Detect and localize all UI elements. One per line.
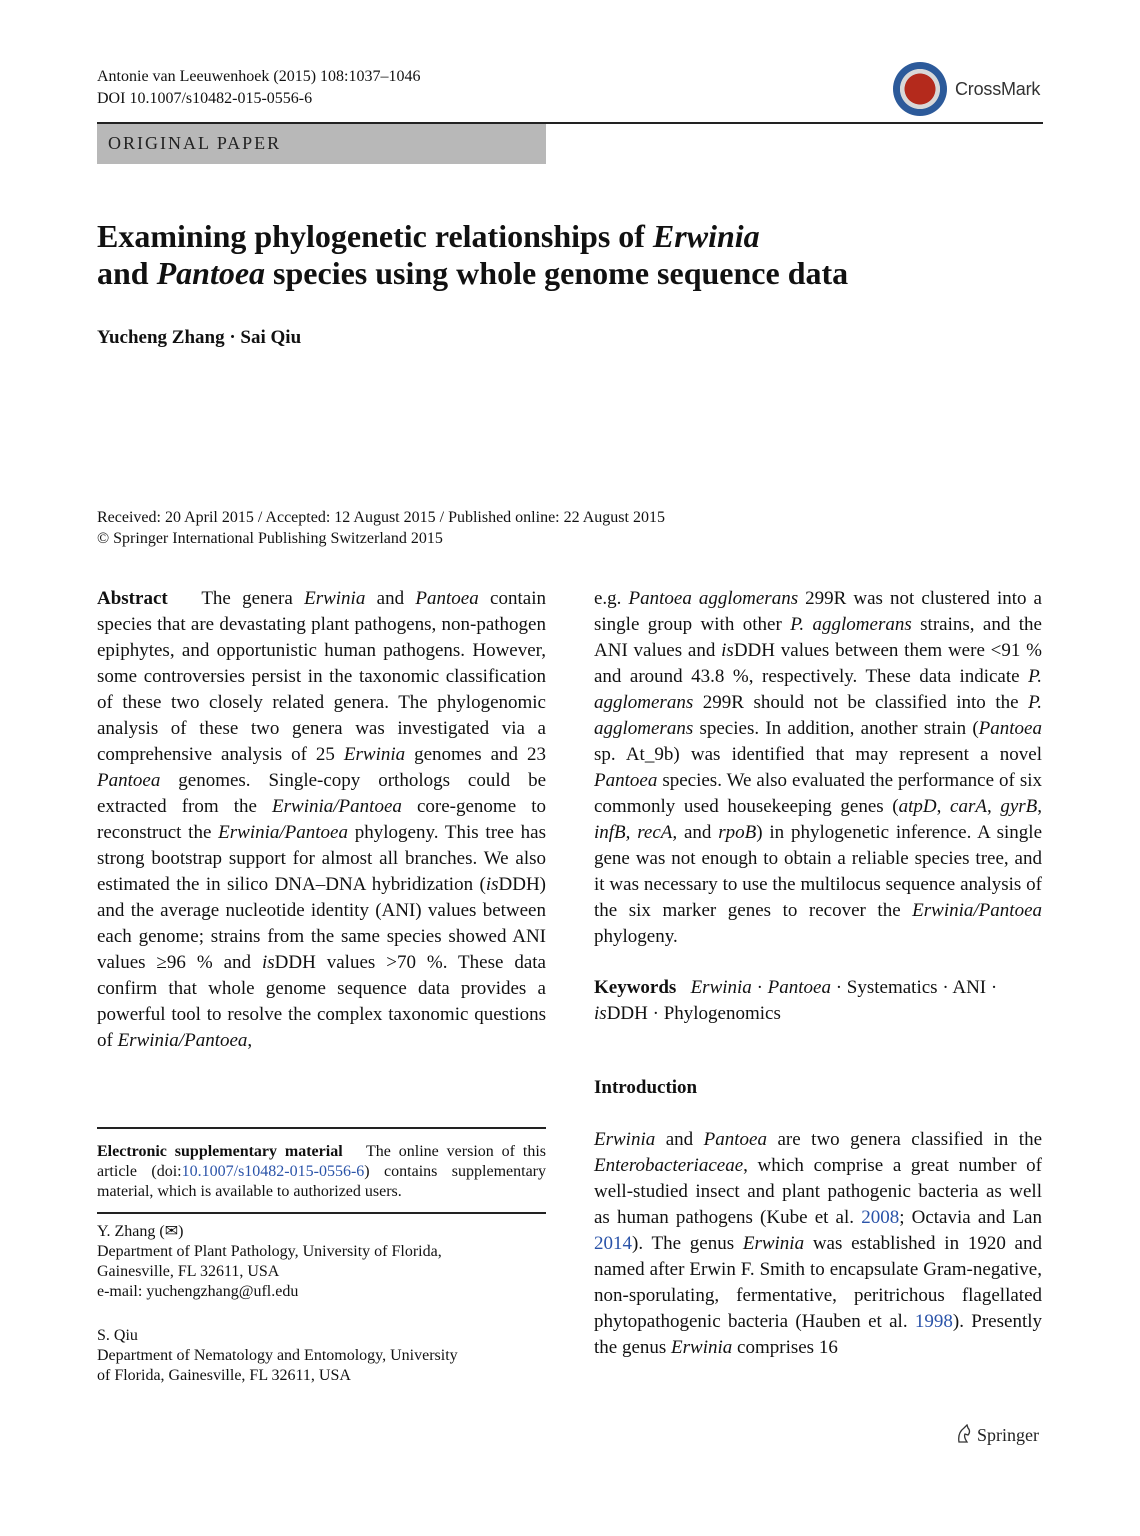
publisher-name: Springer: [977, 1425, 1039, 1445]
springer-horse-icon: [955, 1424, 973, 1444]
author-affiliation-1: Y. Zhang (✉) Department of Plant Pathology, University of Florida, Gainesville, FL 32611, USA e-mail: yuchengzhang@ufl.edu: [97, 1222, 546, 1302]
article-title: Examining phylogenetic relationships of Erwinia and Pantoea species using whole genome sequence data: [97, 218, 849, 291]
keywords: Keywords Erwinia · Pantoea · Systematics · ANI · isDDH · Phylogenomics: [594, 977, 998, 1024]
crossmark-badge[interactable]: [893, 62, 1043, 116]
citation-link[interactable]: 2014: [594, 1233, 632, 1254]
publication-dates: [97, 507, 665, 549]
author-affiliation-2: S. Qiu Department of Nematology and Entomology, University of Florida, Gainesville, FL 32611, USA: [97, 1326, 546, 1386]
abstract-label: Abstract: [97, 588, 168, 609]
section-banner-label: ORIGINAL PAPER: [108, 133, 282, 153]
abstract-left-column: [97, 586, 546, 1054]
copyright-line: © Springer International Publishing Switzerland 2015: [97, 530, 443, 547]
supplementary-note: Electronic supplementary material The online version of this article (doi:10.1007/s10482-015-0556-6) contains supplementary material, which is available to authorized users.: [97, 1143, 546, 1200]
crossmark-icon: [893, 62, 947, 116]
section-banner: [97, 124, 546, 164]
citation-link[interactable]: 2008: [861, 1207, 900, 1228]
esm-label: Electronic supplementary material: [97, 1143, 343, 1160]
right-column: [594, 586, 1042, 1361]
doi-link[interactable]: 10.1007/s10482-015-0556-6: [181, 1163, 365, 1180]
crossmark-label: CrossMark: [955, 79, 1041, 99]
received-accepted-line: Received: 20 April 2015 / Accepted: 12 August 2015 / Published online: 22 August 2015: [97, 509, 665, 526]
introduction-paragraph: Erwinia and Pantoea are two genera classified in the Enterobacteriaceae, which comprise a great number of well-studied insect and plant pathogenic bacteria as well as human pathogens (Kube et al. 2008; Octavia and Lan 2014). The genus Erwinia was established in 1920 and named after Erwin F. Smith to encapsulate Gram-negative, non-sporulating, fermentative, peritrichous flagellated phytopathogenic bacteria (Hauben et al. 1998). Presently the genus Erwinia comprises 16: [594, 1129, 1043, 1358]
footnote-rule: [97, 1212, 546, 1214]
author-list: Yucheng Zhang · Sai Qiu: [97, 327, 302, 348]
abstract-continued: e.g. Pantoea agglomerans 299R was not clustered into a single group with other P. agglomerans strains, and the ANI values and isDDH values between them were <91 % and around 43.8 %, respectively. These data indicate P. agglomerans 299R should not be classified into the P. agglomerans species. In addition, another strain (Pantoea sp. At_9b) was identified that may represent a novel Pantoea species. We also evaluated the performance of six commonly used housekeeping genes (atpD, carA, gyrB, infB, recA, and rpoB) in phylogenetic inference. A single gene was not enough to obtain a reliable species tree, and it was necessary to use the multilocus sequence analysis of the six marker genes to recover the Erwinia/Pantoea phylogeny.: [594, 588, 1043, 947]
footnote-rule: [97, 1127, 546, 1129]
journal-volume: Antonie van Leeuwenhoek (2015) 108:1037–1046: [97, 68, 421, 85]
keywords-label: Keywords: [594, 977, 677, 998]
introduction-heading: Introduction: [594, 1077, 698, 1098]
doi-line: DOI 10.1007/s10482-015-0556-6: [97, 90, 313, 107]
journal-citation: [97, 66, 420, 110]
citation-link[interactable]: 1998: [914, 1311, 953, 1332]
author-email[interactable]: e-mail: yuchengzhang@ufl.edu: [97, 1283, 299, 1300]
abstract-paragraph: Abstract The genera Erwinia and Pantoea contain species that are devastating plant pathogens, non-pathogen epiphytes, and opportunistic human pathogens. However, some controversies persist in the taxonomic classification of these two closely related genera. The phylogenomic analysis of these two genera was investigated via a comprehensive analysis of 25 Erwinia genomes and 23 Pantoea genomes. Single-copy orthologs could be extracted from the Erwinia/Pantoea core-genome to reconstruct the Erwinia/Pantoea phylogeny. This tree has strong bootstrap support for almost all branches. We also estimated the in silico DNA–DNA hybridization (isDDH) and the average nucleotide identity (ANI) values between each genome; strains from the same species showed ANI values ≥96 % and isDDH values >70 %. These data confirm that whole genome sequence data provides a powerful tool to resolve the complex taxonomic questions of Erwinia/Pantoea,: [97, 588, 547, 1051]
author-name: Y. Zhang (✉): [97, 1223, 184, 1240]
publisher-logo: [955, 1424, 1039, 1446]
author-name: S. Qiu: [97, 1327, 138, 1344]
